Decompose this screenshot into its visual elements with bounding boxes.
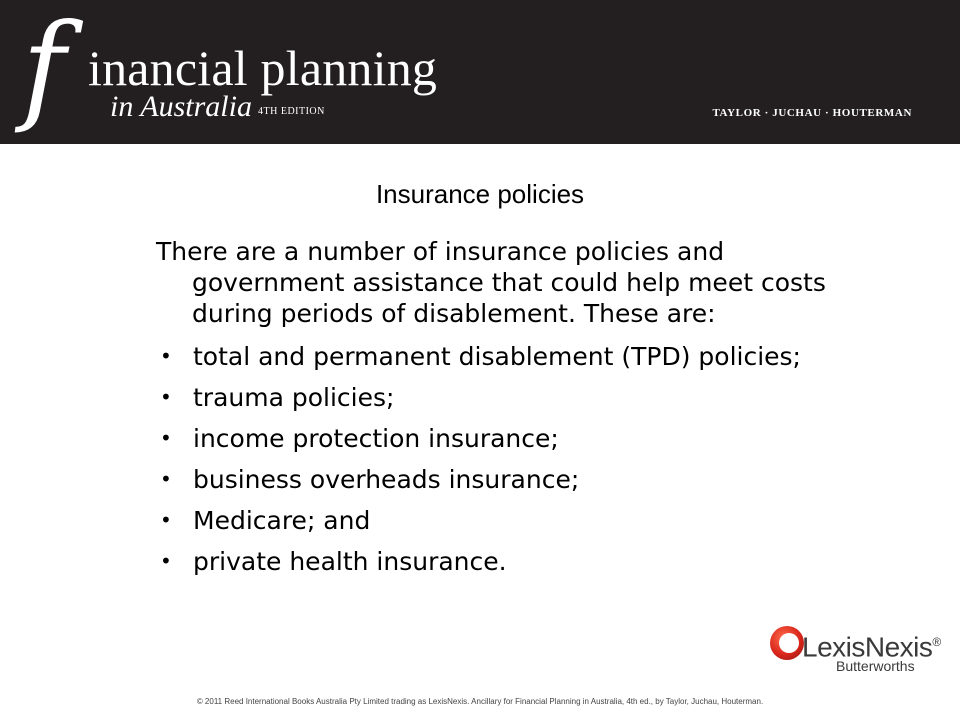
lexisnexis-mark-icon [770, 626, 804, 660]
bullet-icon: • [160, 385, 172, 409]
publisher-sub: Butterworths [836, 658, 915, 674]
logo-subtitle: in Australia [110, 90, 252, 123]
list-item-text: total and permanent disablement (TPD) policies; [193, 342, 801, 371]
list-item [156, 505, 856, 536]
bullet-icon: • [160, 426, 172, 450]
list-item [156, 423, 856, 454]
slide-title: Insurance policies [375, 179, 585, 209]
list-item [156, 464, 856, 495]
intro-paragraph: There are a number of insurance policies and government assistance that could help meet costs during periods of disablement. These are: [156, 237, 826, 328]
list-item-text: trauma policies; [193, 383, 395, 412]
list-item-text: Medicare; and [193, 506, 371, 535]
list-item-text: business overheads insurance; [193, 465, 580, 494]
bullet-icon: • [160, 508, 172, 532]
copyright-footer: © 2011 Reed International Books Australia Pty Limited trading as LexisNexis. Ancillary for Financial Planning in Australia, 4th ed., by Taylor, Juchau, Houterman. [196, 697, 764, 706]
publisher-name: LexisNexis® [802, 631, 941, 663]
bullet-icon: • [160, 344, 172, 368]
header-banner [0, 0, 960, 144]
list-item-text: private health insurance. [193, 547, 507, 576]
list-item [156, 546, 856, 577]
authors-label: TAYLOR · JUCHAU · HOUTERMAN [712, 107, 912, 119]
logo-title: inancial planning [88, 40, 438, 96]
list-item [156, 341, 856, 372]
bullet-icon: • [160, 467, 172, 491]
slide-body [156, 236, 856, 587]
list-item-text: income protection insurance; [193, 424, 559, 453]
list-item [156, 382, 856, 413]
edition-label: 4TH EDITION [258, 106, 325, 117]
bullet-list [156, 341, 856, 577]
logo-letter: f [22, 0, 66, 136]
bullet-icon: • [160, 549, 172, 573]
publisher-logo [770, 622, 940, 682]
